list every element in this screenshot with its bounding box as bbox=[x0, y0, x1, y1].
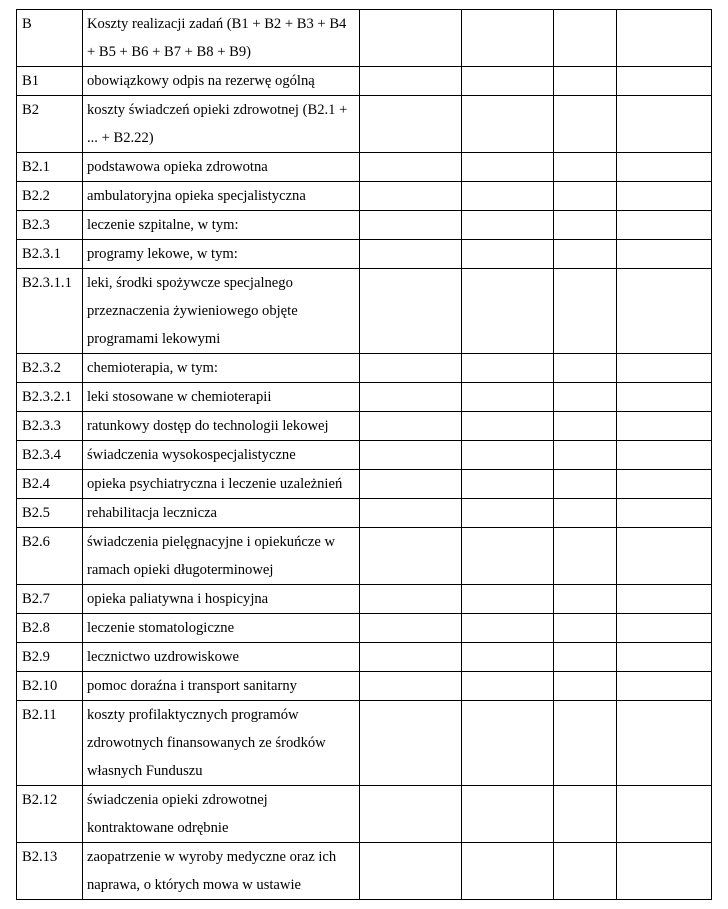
value-cell bbox=[462, 643, 554, 672]
row-code: B2.5 bbox=[17, 499, 83, 528]
table-row bbox=[17, 412, 712, 441]
value-cell bbox=[462, 153, 554, 182]
value-cell bbox=[617, 672, 712, 701]
value-cell bbox=[617, 211, 712, 240]
value-cell bbox=[554, 643, 617, 672]
value-cell bbox=[462, 441, 554, 470]
row-code: B2.6 bbox=[17, 528, 83, 585]
value-cell bbox=[554, 354, 617, 383]
value-cell bbox=[462, 269, 554, 354]
row-code: B2 bbox=[17, 96, 83, 153]
row-code: B2.10 bbox=[17, 672, 83, 701]
value-cell bbox=[462, 499, 554, 528]
value-cell bbox=[617, 470, 712, 499]
table-row bbox=[17, 643, 712, 672]
value-cell bbox=[617, 354, 712, 383]
row-description: Koszty realizacji zadań (B1 + B2 + B3 + B4 + B5 + B6 + B7 + B8 + B9) bbox=[83, 10, 360, 67]
value-cell bbox=[554, 614, 617, 643]
table-row bbox=[17, 10, 712, 67]
value-cell bbox=[360, 211, 462, 240]
table-row bbox=[17, 67, 712, 96]
table-row bbox=[17, 672, 712, 701]
value-cell bbox=[617, 701, 712, 786]
value-cell bbox=[360, 441, 462, 470]
value-cell bbox=[554, 528, 617, 585]
value-cell bbox=[360, 843, 462, 900]
table-row bbox=[17, 470, 712, 499]
value-cell bbox=[554, 843, 617, 900]
value-cell bbox=[554, 585, 617, 614]
row-description: leczenie szpitalne, w tym: bbox=[83, 211, 360, 240]
table-row bbox=[17, 701, 712, 786]
value-cell bbox=[554, 412, 617, 441]
value-cell bbox=[360, 10, 462, 67]
value-cell bbox=[462, 96, 554, 153]
value-cell bbox=[360, 499, 462, 528]
row-code: B2.2 bbox=[17, 182, 83, 211]
value-cell bbox=[360, 528, 462, 585]
row-description: chemioterapia, w tym: bbox=[83, 354, 360, 383]
row-code: B2.3 bbox=[17, 211, 83, 240]
value-cell bbox=[617, 383, 712, 412]
row-code: B2.3.1 bbox=[17, 240, 83, 269]
value-cell bbox=[360, 153, 462, 182]
row-code: B2.13 bbox=[17, 843, 83, 900]
value-cell bbox=[360, 269, 462, 354]
value-cell bbox=[554, 269, 617, 354]
value-cell bbox=[554, 240, 617, 269]
value-cell bbox=[462, 182, 554, 211]
row-description: pomoc doraźna i transport sanitarny bbox=[83, 672, 360, 701]
row-description: świadczenia pielęgnacyjne i opiekuńcze w ramach opieki długoterminowej bbox=[83, 528, 360, 585]
row-description: koszty świadczeń opieki zdrowotnej (B2.1 + ... + B2.22) bbox=[83, 96, 360, 153]
budget-table-body bbox=[17, 10, 712, 900]
value-cell bbox=[554, 441, 617, 470]
value-cell bbox=[554, 67, 617, 96]
value-cell bbox=[617, 786, 712, 843]
value-cell bbox=[617, 614, 712, 643]
table-row bbox=[17, 614, 712, 643]
value-cell bbox=[462, 240, 554, 269]
value-cell bbox=[462, 354, 554, 383]
value-cell bbox=[360, 67, 462, 96]
table-row bbox=[17, 240, 712, 269]
row-code: B2.3.1.1 bbox=[17, 269, 83, 354]
value-cell bbox=[617, 67, 712, 96]
value-cell bbox=[554, 499, 617, 528]
value-cell bbox=[617, 585, 712, 614]
row-description: obowiązkowy odpis na rezerwę ogólną bbox=[83, 67, 360, 96]
row-description: rehabilitacja lecznicza bbox=[83, 499, 360, 528]
value-cell bbox=[360, 786, 462, 843]
value-cell bbox=[462, 211, 554, 240]
table-row bbox=[17, 499, 712, 528]
table-row bbox=[17, 354, 712, 383]
table-row bbox=[17, 528, 712, 585]
value-cell bbox=[554, 786, 617, 843]
value-cell bbox=[617, 843, 712, 900]
row-code: B2.1 bbox=[17, 153, 83, 182]
value-cell bbox=[360, 354, 462, 383]
row-description: koszty profilaktycznych programów zdrowotnych finansowanych ze środków własnych Funduszu bbox=[83, 701, 360, 786]
value-cell bbox=[554, 182, 617, 211]
value-cell bbox=[617, 528, 712, 585]
value-cell bbox=[360, 470, 462, 499]
row-code: B2.11 bbox=[17, 701, 83, 786]
value-cell bbox=[554, 383, 617, 412]
row-description: opieka paliatywna i hospicyjna bbox=[83, 585, 360, 614]
value-cell bbox=[617, 10, 712, 67]
value-cell bbox=[617, 269, 712, 354]
value-cell bbox=[462, 10, 554, 67]
table-row bbox=[17, 383, 712, 412]
row-code: B2.7 bbox=[17, 585, 83, 614]
value-cell bbox=[360, 412, 462, 441]
value-cell bbox=[462, 383, 554, 412]
row-description: leki stosowane w chemioterapii bbox=[83, 383, 360, 412]
row-code: B2.4 bbox=[17, 470, 83, 499]
value-cell bbox=[617, 643, 712, 672]
row-description: świadczenia wysokospecjalistyczne bbox=[83, 441, 360, 470]
value-cell bbox=[462, 528, 554, 585]
table-row bbox=[17, 96, 712, 153]
value-cell bbox=[360, 182, 462, 211]
value-cell bbox=[617, 441, 712, 470]
table-row bbox=[17, 441, 712, 470]
row-description: ambulatoryjna opieka specjalistyczna bbox=[83, 182, 360, 211]
budget-table bbox=[16, 9, 712, 900]
value-cell bbox=[617, 412, 712, 441]
value-cell bbox=[462, 786, 554, 843]
row-description: lecznictwo uzdrowiskowe bbox=[83, 643, 360, 672]
row-code: B2.9 bbox=[17, 643, 83, 672]
row-description: ratunkowy dostęp do technologii lekowej bbox=[83, 412, 360, 441]
table-row bbox=[17, 786, 712, 843]
table-row bbox=[17, 585, 712, 614]
value-cell bbox=[360, 585, 462, 614]
row-description: programy lekowe, w tym: bbox=[83, 240, 360, 269]
row-description: zaopatrzenie w wyroby medyczne oraz ich naprawa, o których mowa w ustawie bbox=[83, 843, 360, 900]
row-description: leki, środki spożywcze specjalnego przeznaczenia żywieniowego objęte programami lekowymi bbox=[83, 269, 360, 354]
value-cell bbox=[462, 614, 554, 643]
value-cell bbox=[554, 10, 617, 67]
value-cell bbox=[360, 643, 462, 672]
value-cell bbox=[462, 412, 554, 441]
row-code: B bbox=[17, 10, 83, 67]
row-code: B1 bbox=[17, 67, 83, 96]
row-description: leczenie stomatologiczne bbox=[83, 614, 360, 643]
value-cell bbox=[360, 701, 462, 786]
value-cell bbox=[360, 383, 462, 412]
row-description: opieka psychiatryczna i leczenie uzależnień bbox=[83, 470, 360, 499]
value-cell bbox=[462, 672, 554, 701]
row-description: świadczenia opieki zdrowotnej kontraktowane odrębnie bbox=[83, 786, 360, 843]
row-code: B2.3.2 bbox=[17, 354, 83, 383]
value-cell bbox=[360, 672, 462, 701]
value-cell bbox=[554, 470, 617, 499]
value-cell bbox=[554, 96, 617, 153]
value-cell bbox=[554, 672, 617, 701]
table-row bbox=[17, 269, 712, 354]
value-cell bbox=[554, 153, 617, 182]
value-cell bbox=[462, 67, 554, 96]
value-cell bbox=[554, 211, 617, 240]
table-row bbox=[17, 182, 712, 211]
value-cell bbox=[554, 701, 617, 786]
value-cell bbox=[617, 499, 712, 528]
value-cell bbox=[617, 182, 712, 211]
value-cell bbox=[360, 240, 462, 269]
row-code: B2.12 bbox=[17, 786, 83, 843]
value-cell bbox=[462, 843, 554, 900]
row-description: podstawowa opieka zdrowotna bbox=[83, 153, 360, 182]
value-cell bbox=[617, 240, 712, 269]
row-code: B2.3.2.1 bbox=[17, 383, 83, 412]
row-code: B2.3.4 bbox=[17, 441, 83, 470]
row-code: B2.3.3 bbox=[17, 412, 83, 441]
value-cell bbox=[462, 701, 554, 786]
value-cell bbox=[360, 614, 462, 643]
value-cell bbox=[617, 96, 712, 153]
value-cell bbox=[462, 470, 554, 499]
value-cell bbox=[617, 153, 712, 182]
value-cell bbox=[462, 585, 554, 614]
value-cell bbox=[360, 96, 462, 153]
row-code: B2.8 bbox=[17, 614, 83, 643]
table-row bbox=[17, 153, 712, 182]
table-row bbox=[17, 843, 712, 900]
table-row bbox=[17, 211, 712, 240]
